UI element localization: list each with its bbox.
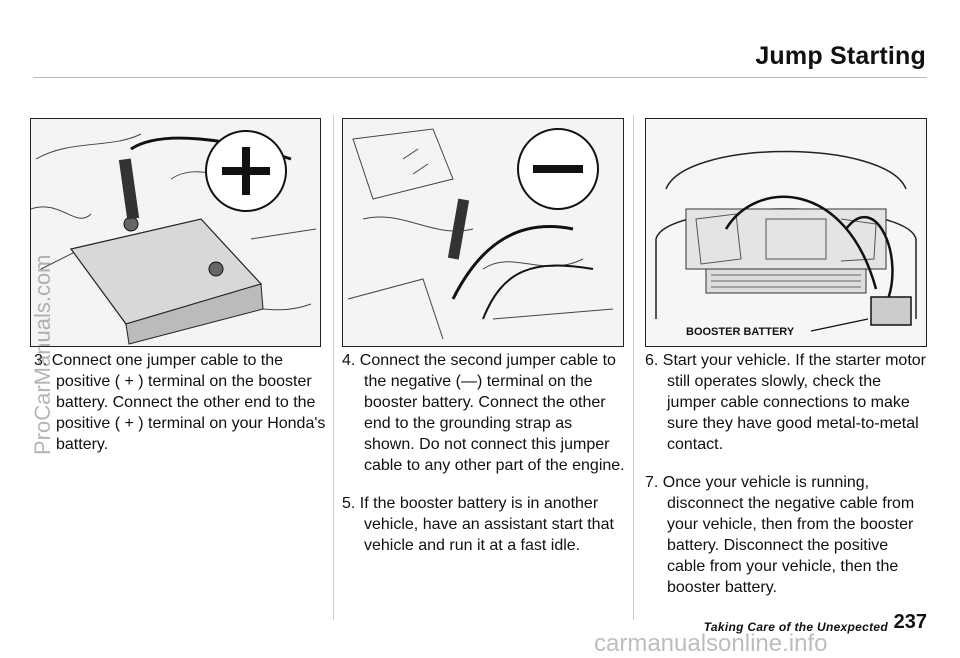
column-divider bbox=[633, 115, 634, 620]
step-5-text: 5. If the booster battery is in another vehicle, have an assistant start that vehicle and run it at a fast idle. bbox=[342, 495, 614, 554]
page-number: 237 bbox=[893, 611, 927, 633]
figure-positive-terminal bbox=[30, 118, 321, 347]
booster-battery-callout: BOOSTER BATTERY bbox=[686, 326, 795, 338]
step-7-text: 7. Once your vehicle is running, disconnect the negative cable from your vehicle, then from the booster battery. Disconnect the positive cable from your vehicle, then the booster battery. bbox=[645, 474, 915, 596]
step-3-text: 3. Connect one jumper cable to the positive ( + ) terminal on the booster battery. Connect the other end to the positive ( + ) terminal on your Honda's battery. bbox=[34, 352, 326, 453]
step-4-text: 4. Connect the second jumper cable to the negative (—) terminal on the booster battery. Connect the other end to the grounding strap as shown. Do not connect this jumper cable to any other part of the engine. bbox=[342, 352, 625, 474]
column-2 bbox=[342, 350, 626, 573]
column-divider bbox=[333, 115, 334, 620]
column-1 bbox=[34, 350, 326, 472]
figure-booster-battery bbox=[645, 118, 927, 347]
section-label: Taking Care of the Unexpected bbox=[703, 620, 888, 634]
page-title: Jump Starting bbox=[755, 42, 926, 70]
watermark-bottom: carmanualsonline.info bbox=[594, 630, 828, 657]
step-6-text: 6. Start your vehicle. If the starter motor still operates slowly, check the jumper cable connections to make sure they have good metal-to-metal contact. bbox=[645, 352, 926, 453]
watermark-side: ProCarManuals.com bbox=[30, 254, 55, 455]
header-divider bbox=[33, 77, 927, 78]
column-3 bbox=[645, 350, 930, 615]
figure-negative-terminal bbox=[342, 118, 624, 347]
